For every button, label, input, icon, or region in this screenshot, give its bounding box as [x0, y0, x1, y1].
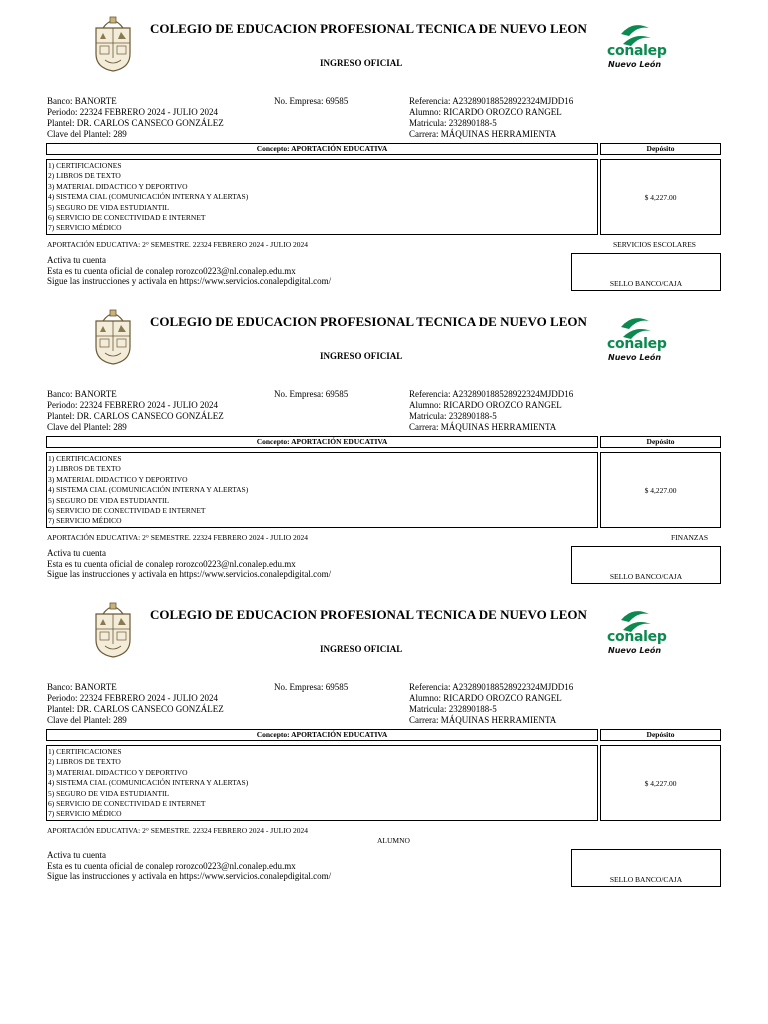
account-line: Activa tu cuenta — [47, 255, 106, 265]
concept-item: 6) SERVICIO DE CONECTIVIDAD E INTERNET — [48, 213, 206, 223]
bank-field: Banco: BANORTE — [47, 389, 117, 399]
deposit-amount: $ 4,227.00 — [644, 486, 677, 495]
deposit-header: Depósito — [600, 143, 721, 155]
concept-item: 2) LIBROS DE TEXTO — [48, 171, 121, 181]
logo-brand: conalep — [607, 43, 667, 59]
reference-field: Referencia: A232890188528922324MJDD16 — [409, 96, 574, 106]
concept-item: 5) SEGURO DE VIDA ESTUDIANTIL — [48, 495, 170, 505]
concept-items-list — [47, 453, 597, 527]
logo-region: Nuevo León — [608, 646, 662, 655]
concept-item: 3) MATERIAL DIDACTICO Y DEPORTIVO — [48, 474, 188, 484]
campus-field: Plantel: DR. CARLOS CANSECO GONZÁLEZ — [47, 411, 224, 421]
concept-items-box — [46, 745, 598, 821]
account-line: Esta es tu cuenta oficial de conalep rorozco0223@nl.conalep.edu.mx — [47, 265, 296, 276]
deposit-header: Depósito — [600, 436, 721, 448]
logo-brand: conalep — [607, 336, 667, 352]
concept-item: 7) SERVICIO MÉDICO — [48, 516, 122, 526]
concept-item: 3) MATERIAL DIDACTICO Y DEPORTIVO — [48, 767, 188, 777]
concept-items-list — [47, 746, 597, 820]
career-field: Carrera: MÁQUINAS HERRAMIENTA — [409, 129, 557, 139]
deposit-box — [600, 745, 721, 821]
deposit-header: Depósito — [600, 729, 721, 741]
account-line: Sigue las instrucciones y activala en https://www.servicios.conalepdigital.com/ — [47, 871, 332, 881]
concept-header: Concepto: APORTACIÓN EDUCATIVA — [46, 729, 598, 741]
reference-field: Referencia: A232890188528922324MJDD16 — [409, 389, 574, 399]
institution-title: COLEGIO DE EDUCACION PROFESIONAL TECNICA DE NUEVO LEON — [150, 21, 587, 36]
concept-item: 3) MATERIAL DIDACTICO Y DEPORTIVO — [48, 181, 188, 191]
enrollment-field: Matricula: 232890188-5 — [409, 411, 497, 421]
concept-items-list — [47, 160, 597, 234]
deposit-amount: $ 4,227.00 — [644, 779, 677, 788]
account-instructions — [47, 255, 331, 287]
copy-recipient: ALUMNO — [377, 836, 410, 845]
copy-recipient: SERVICIOS ESCOLARES — [613, 240, 696, 249]
copy-recipient: FINANZAS — [671, 533, 709, 542]
state-coat-of-arms-icon — [93, 600, 133, 658]
stamp-label: SELLO BANCO/CAJA — [609, 572, 683, 581]
period-field: Periodo: 22324 FEBRERO 2024 - JULIO 2024 — [47, 693, 218, 703]
account-line: Esta es tu cuenta oficial de conalep rorozco0223@nl.conalep.edu.mx — [47, 860, 296, 871]
document-title: INGRESO OFICIAL — [320, 644, 403, 654]
student-field: Alumno: RICARDO OROZCO RANGEL — [409, 107, 562, 117]
payment-info-right — [409, 389, 573, 433]
concept-item: 4) SISTEMA CIAL (COMUNICACIÓN INTERNA Y ALERTAS) — [48, 485, 249, 495]
summary-line: APORTACIÓN EDUCATIVA: 2° SEMESTRE. 22324 FEBRERO 2024 - JULIO 2024 — [47, 533, 308, 542]
payment-slip-copy-2 — [0, 293, 768, 585]
state-coat-of-arms-icon — [93, 14, 133, 72]
bank-stamp-box — [571, 849, 721, 887]
concept-item: 2) LIBROS DE TEXTO — [48, 757, 121, 767]
bank-field: Banco: BANORTE — [47, 682, 117, 692]
concept-header: Concepto: APORTACIÓN EDUCATIVA — [46, 436, 598, 448]
concept-item: 1) CERTIFICACIONES — [48, 747, 122, 756]
period-field: Periodo: 22324 FEBRERO 2024 - JULIO 2024 — [47, 107, 218, 117]
career-field: Carrera: MÁQUINAS HERRAMIENTA — [409, 715, 557, 725]
concept-item: 4) SISTEMA CIAL (COMUNICACIÓN INTERNA Y ALERTAS) — [48, 778, 249, 788]
stamp-label: SELLO BANCO/CAJA — [609, 279, 683, 288]
conalep-logo — [603, 22, 669, 70]
logo-brand: conalep — [607, 629, 667, 645]
concept-item: 4) SISTEMA CIAL (COMUNICACIÓN INTERNA Y ALERTAS) — [48, 192, 249, 202]
conalep-logo — [603, 608, 669, 656]
conalep-logo — [603, 315, 669, 363]
concept-item: 5) SEGURO DE VIDA ESTUDIANTIL — [48, 788, 170, 798]
concept-items-box — [46, 452, 598, 528]
company-field: No. Empresa: 69585 — [274, 96, 349, 106]
institution-title: COLEGIO DE EDUCACION PROFESIONAL TECNICA DE NUEVO LEON — [150, 314, 587, 329]
payment-info-right — [409, 96, 573, 140]
campus-field: Plantel: DR. CARLOS CANSECO GONZÁLEZ — [47, 704, 224, 714]
student-field: Alumno: RICARDO OROZCO RANGEL — [409, 400, 562, 410]
summary-line: APORTACIÓN EDUCATIVA: 2° SEMESTRE. 22324 FEBRERO 2024 - JULIO 2024 — [47, 240, 308, 249]
concept-item: 2) LIBROS DE TEXTO — [48, 464, 121, 474]
state-coat-of-arms-icon — [93, 307, 133, 365]
concept-item: 7) SERVICIO MÉDICO — [48, 223, 122, 233]
concept-item: 1) CERTIFICACIONES — [48, 161, 122, 170]
concept-items-box — [46, 159, 598, 235]
campus-key-field: Clave del Plantel: 289 — [47, 129, 127, 139]
period-field: Periodo: 22324 FEBRERO 2024 - JULIO 2024 — [47, 400, 218, 410]
concept-item: 6) SERVICIO DE CONECTIVIDAD E INTERNET — [48, 799, 206, 809]
payment-slip-copy-3 — [0, 586, 768, 884]
deposit-box — [600, 159, 721, 235]
campus-key-field: Clave del Plantel: 289 — [47, 715, 127, 725]
account-line: Sigue las instrucciones y activala en https://www.servicios.conalepdigital.com/ — [47, 276, 332, 286]
career-field: Carrera: MÁQUINAS HERRAMIENTA — [409, 422, 557, 432]
bank-stamp-box — [571, 253, 721, 291]
document-title: INGRESO OFICIAL — [320, 351, 403, 361]
account-line: Activa tu cuenta — [47, 548, 106, 558]
summary-line: APORTACIÓN EDUCATIVA: 2° SEMESTRE. 22324 FEBRERO 2024 - JULIO 2024 — [47, 826, 308, 835]
company-field: No. Empresa: 69585 — [274, 389, 349, 399]
payment-info-left — [47, 682, 224, 726]
concept-item: 7) SERVICIO MÉDICO — [48, 809, 122, 819]
student-field: Alumno: RICARDO OROZCO RANGEL — [409, 693, 562, 703]
payment-info-left — [47, 96, 224, 140]
payment-info-right — [409, 682, 573, 726]
document-title: INGRESO OFICIAL — [320, 58, 403, 68]
stamp-label: SELLO BANCO/CAJA — [609, 875, 683, 884]
payment-info-left — [47, 389, 224, 433]
payment-slip-copy-1 — [0, 0, 768, 292]
institution-title: COLEGIO DE EDUCACION PROFESIONAL TECNICA DE NUEVO LEON — [150, 607, 587, 622]
deposit-box — [600, 452, 721, 528]
concept-header: Concepto: APORTACIÓN EDUCATIVA — [46, 143, 598, 155]
logo-region: Nuevo León — [608, 60, 662, 69]
account-line: Sigue las instrucciones y activala en https://www.servicios.conalepdigital.com/ — [47, 569, 332, 579]
account-instructions — [47, 850, 331, 882]
enrollment-field: Matricula: 232890188-5 — [409, 118, 497, 128]
concept-item: 1) CERTIFICACIONES — [48, 454, 122, 463]
account-line: Esta es tu cuenta oficial de conalep rorozco0223@nl.conalep.edu.mx — [47, 558, 296, 569]
campus-key-field: Clave del Plantel: 289 — [47, 422, 127, 432]
reference-field: Referencia: A232890188528922324MJDD16 — [409, 682, 574, 692]
company-field: No. Empresa: 69585 — [274, 682, 349, 692]
bank-field: Banco: BANORTE — [47, 96, 117, 106]
deposit-amount: $ 4,227.00 — [644, 193, 677, 202]
account-line: Activa tu cuenta — [47, 850, 106, 860]
concept-item: 5) SEGURO DE VIDA ESTUDIANTIL — [48, 202, 170, 212]
campus-field: Plantel: DR. CARLOS CANSECO GONZÁLEZ — [47, 118, 224, 128]
account-instructions — [47, 548, 331, 580]
concept-item: 6) SERVICIO DE CONECTIVIDAD E INTERNET — [48, 506, 206, 516]
bank-stamp-box — [571, 546, 721, 584]
enrollment-field: Matricula: 232890188-5 — [409, 704, 497, 714]
logo-region: Nuevo León — [608, 353, 662, 362]
